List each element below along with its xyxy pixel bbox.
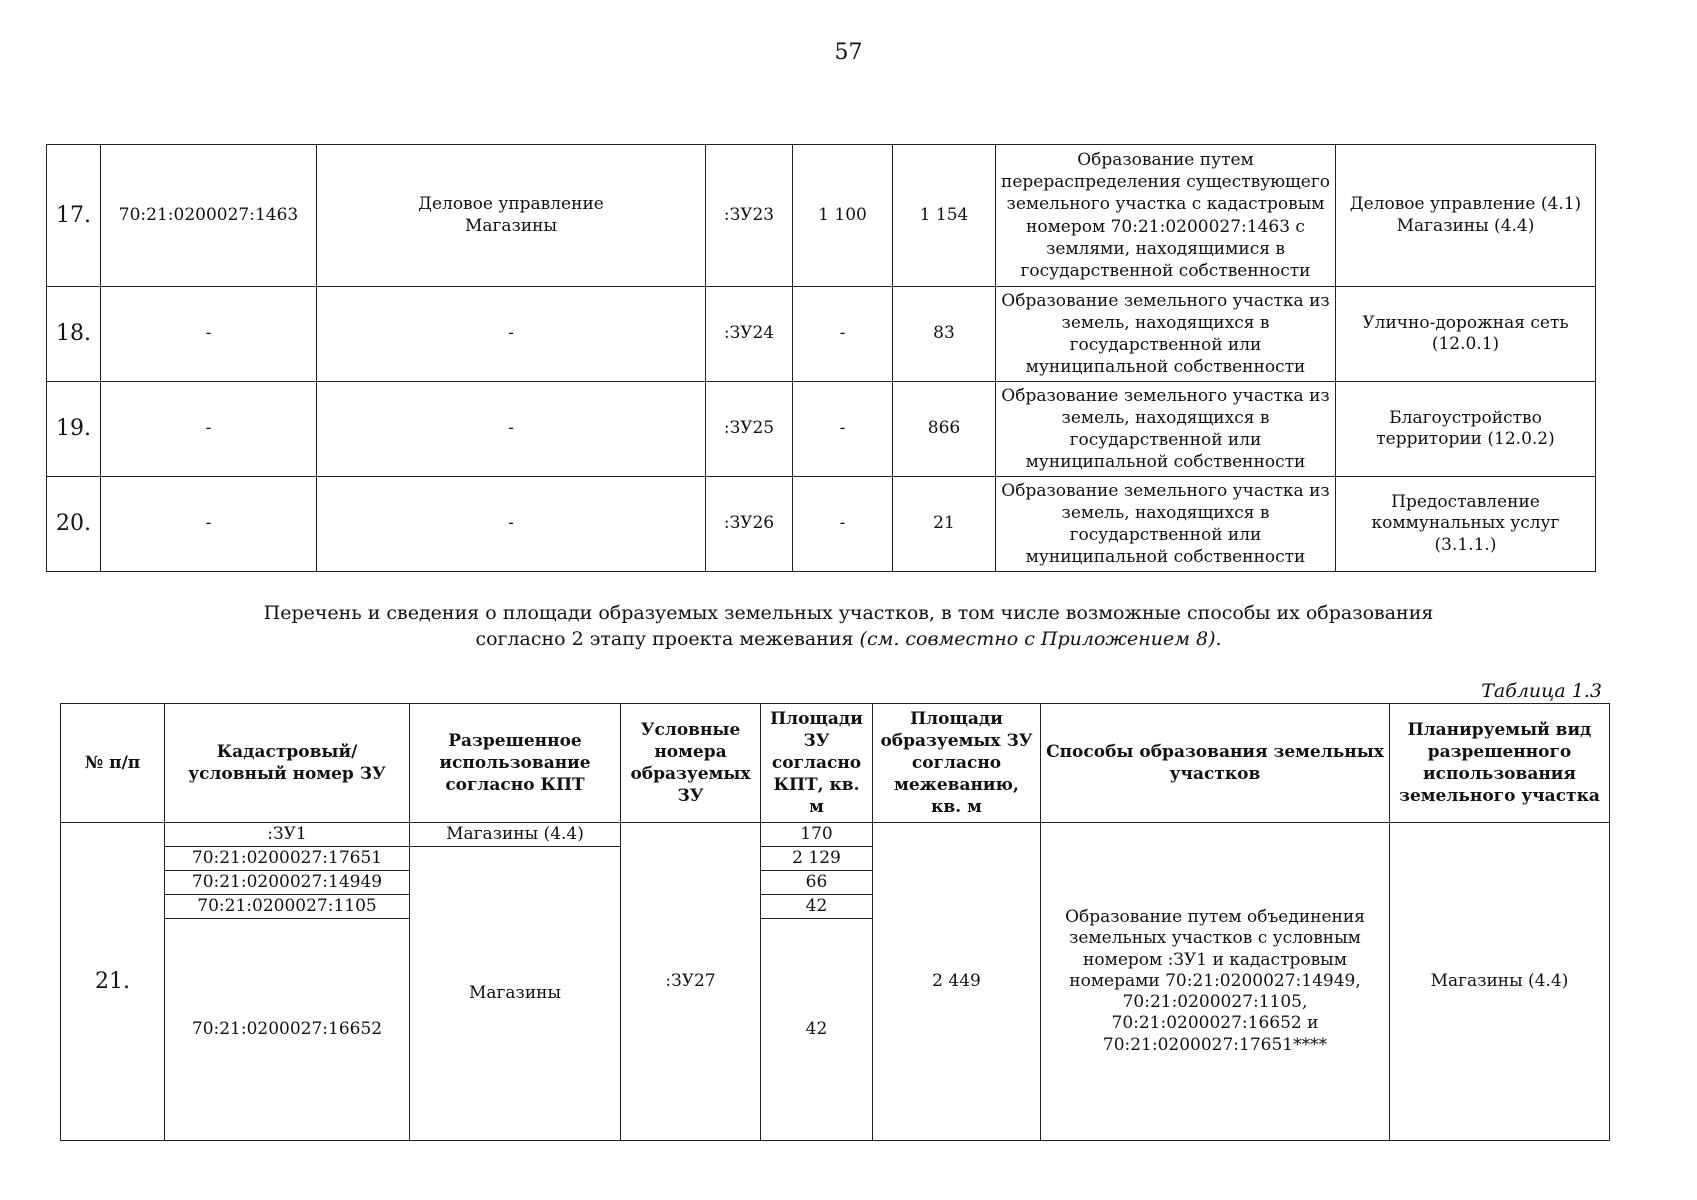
parcels-table-top — [46, 144, 1596, 572]
row-number: 18. — [47, 287, 101, 382]
planned-use: Магазины (4.4) — [1390, 823, 1610, 1141]
planned-use: Деловое управление (4.1) Магазины (4.4) — [1336, 145, 1596, 287]
table-header-row — [61, 704, 1610, 823]
row-number: 21. — [61, 823, 165, 1141]
row-number: 17. — [47, 145, 101, 287]
header-area-kpt: Площади ЗУ согласно КПТ, кв. м — [761, 704, 873, 823]
header-zu: Условные номера образуемых ЗУ — [621, 704, 761, 823]
header-num: № п/п — [61, 704, 165, 823]
formation-method: Образование путем перераспределения существующего земельного участка с кадастровым номером 70:21:0200027:1463 с землями, находящимися в государственной собственности — [996, 145, 1336, 287]
header-method: Способы образования земельных участков — [1041, 704, 1390, 823]
area-kpt: 66 — [761, 871, 873, 895]
cadastral-number: 70:21:0200027:16652 — [165, 919, 410, 1141]
area-plan: 83 — [893, 287, 996, 382]
parcels-table-bottom — [60, 703, 1610, 1141]
header-planned: Планируемый вид разрешенного использования земельного участка — [1390, 704, 1610, 823]
zu-number: :ЗУ26 — [706, 477, 793, 572]
cadastral-number: 70:21:0200027:17651 — [165, 847, 410, 871]
permitted-use: - — [317, 287, 706, 382]
caption-line-1: Перечень и сведения о площади образуемых земельных участков, в том числе возможные способы их образования — [263, 602, 1434, 624]
header-area-plan: Площади образуемых ЗУ согласно межеванию, кв. м — [873, 704, 1041, 823]
cadastral-number: - — [101, 477, 317, 572]
table-row — [47, 477, 1596, 572]
zu-number: :ЗУ24 — [706, 287, 793, 382]
area-kpt: - — [793, 382, 893, 477]
formation-method: Образование земельного участка из земель, находящихся в государственной или муниципальной собственности — [996, 382, 1336, 477]
cadastral-number: 70:21:0200027:1463 — [101, 145, 317, 287]
caption-line-2: согласно 2 этапу проекта межевания (см. совместно с Приложением 8). — [475, 628, 1222, 650]
area-kpt: 2 129 — [761, 847, 873, 871]
page-number: 57 — [834, 40, 863, 65]
area-kpt: 42 — [761, 895, 873, 919]
planned-use: Благоустройство территории (12.0.2) — [1336, 382, 1596, 477]
zu-number: :ЗУ27 — [621, 823, 761, 1141]
table-label: Таблица 1.3 — [1481, 680, 1602, 702]
row-number: 19. — [47, 382, 101, 477]
zu-number: :ЗУ23 — [706, 145, 793, 287]
area-plan: 1 154 — [893, 145, 996, 287]
permitted-use: Магазины (4.4) — [410, 823, 621, 847]
header-use: Разрешенное использование согласно КПТ — [410, 704, 621, 823]
area-kpt: 42 — [761, 919, 873, 1141]
planned-use: Предоставление коммунальных услуг (3.1.1.) — [1336, 477, 1596, 572]
cadastral-number: - — [101, 382, 317, 477]
zu-number: :ЗУ25 — [706, 382, 793, 477]
permitted-use: - — [317, 477, 706, 572]
area-plan: 2 449 — [873, 823, 1041, 1141]
permitted-use: Деловое управление Магазины — [317, 145, 706, 287]
row-number: 20. — [47, 477, 101, 572]
table-row — [47, 382, 1596, 477]
area-plan: 21 — [893, 477, 996, 572]
table-row — [47, 287, 1596, 382]
permitted-use: Магазины — [410, 847, 621, 1141]
area-kpt: - — [793, 287, 893, 382]
planned-use: Улично-дорожная сеть (12.0.1) — [1336, 287, 1596, 382]
area-kpt: 170 — [761, 823, 873, 847]
formation-method: Образование земельного участка из земель, находящихся в государственной или муниципальной собственности — [996, 287, 1336, 382]
area-kpt: - — [793, 477, 893, 572]
cadastral-number: - — [101, 287, 317, 382]
header-cadastral: Кадастровый/условный номер ЗУ — [165, 704, 410, 823]
table-row — [47, 145, 1596, 287]
table-row — [61, 823, 1610, 847]
formation-method: Образование путем объединения земельных участков с условным номером :ЗУ1 и кадастровым номерами 70:21:0200027:14949, 70:21:0200027:1105, 70:21:0200027:16652 и 70:21:0200027:17651**** — [1041, 823, 1390, 1141]
cadastral-number: 70:21:0200027:14949 — [165, 871, 410, 895]
formation-method: Образование земельного участка из земель, находящихся в государственной или муниципальной собственности — [996, 477, 1336, 572]
area-plan: 866 — [893, 382, 996, 477]
permitted-use: - — [317, 382, 706, 477]
area-kpt: 1 100 — [793, 145, 893, 287]
cadastral-number: 70:21:0200027:1105 — [165, 895, 410, 919]
cadastral-number: :ЗУ1 — [165, 823, 410, 847]
